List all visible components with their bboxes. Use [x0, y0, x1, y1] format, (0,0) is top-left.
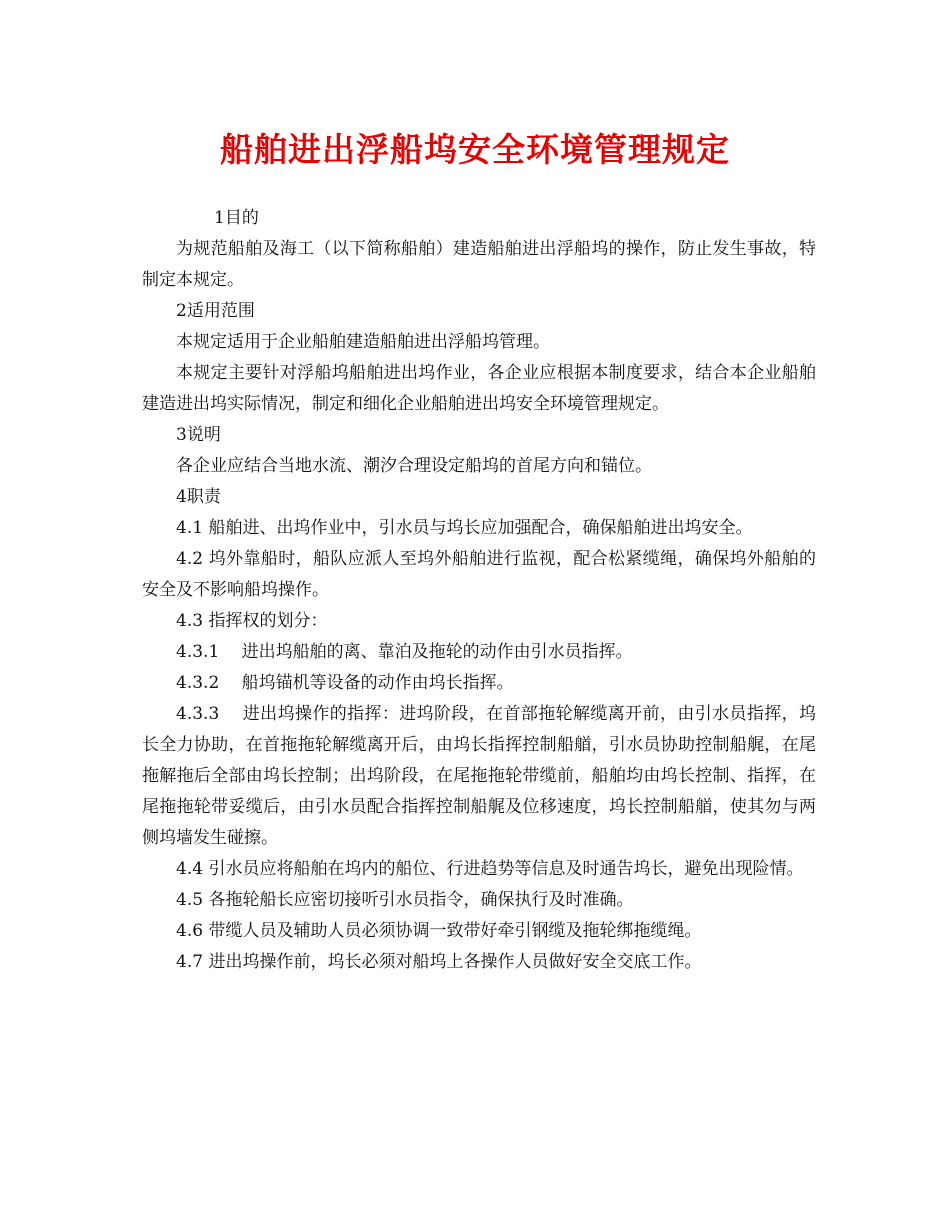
clause-4-3-1: 4.3.1 进出坞船舶的离、靠泊及拖轮的动作由引水员指挥。: [176, 642, 633, 662]
section-heading-duties: 4职责: [176, 487, 221, 507]
document-title: 船舶进出浮船坞安全环境管理规定: [220, 130, 730, 169]
clause-4-4: 4.4 引水员应将船舶在坞内的船位、行进趋势等信息及时通告坞长，避免出现险情。: [176, 859, 804, 879]
clause-4-3-3: 4.3.3 进出坞操作的指挥：进坞阶段，在首部拖轮解缆离开前，由引水员指挥，坞长全力协助，在首拖拖轮解缆离开后，由坞长指挥控制船艏，引水员协助控制船艉，在尾拖解拖后全部由坞长控制；出坞阶段，在尾拖拖轮带缆前，船舶均由坞长控制、指挥，在尾拖拖轮带妥缆后，由引水员配合指挥控制船艉及位移速度，坞长控制船艏，使其勿与两侧坞墙发生碰擦。: [142, 704, 816, 848]
clause-4-1: 4.1 船舶进、出坞作业中，引水员与坞长应加强配合，确保船舶进出坞安全。: [176, 518, 753, 538]
clause-4-7: 4.7 进出坞操作前，坞长必须对船坞上各操作人员做好安全交底工作。: [176, 952, 702, 972]
clause-4-5: 4.5 各拖轮船长应密切接听引水员指令，确保执行及时准确。: [176, 890, 634, 910]
clause-4-6: 4.6 带缆人员及辅助人员必须协调一致带好牵引钢缆及拖轮绑拖缆绳。: [176, 921, 702, 941]
section-heading-scope: 2适用范围: [176, 301, 255, 321]
paragraph-scope-1: 本规定适用于企业船舶建造船舶进出浮船坞管理。: [176, 332, 550, 352]
section-heading-purpose: 1目的: [214, 208, 259, 228]
paragraph-scope-2: 本规定主要针对浮船坞船舶进出坞作业，各企业应根据本制度要求，结合本企业船舶建造进出坞实际情况，制定和细化企业船舶进出坞安全环境管理规定。: [142, 363, 816, 414]
clause-4-3-2: 4.3.2 船坞锚机等设备的动作由坞长指挥。: [176, 673, 514, 693]
paragraph-purpose: 为规范船舶及海工（以下简称船舶）建造船舶进出浮船坞的操作，防止发生事故，特制定本规定。: [142, 239, 816, 290]
section-heading-notes: 3说明: [176, 425, 221, 445]
clause-4-2: 4.2 坞外靠船时，船队应派人至坞外船舶进行监视，配合松紧缆绳，确保坞外船舶的安全及不影响船坞操作。: [142, 549, 816, 600]
paragraph-notes: 各企业应结合当地水流、潮汐合理设定船坞的首尾方向和锚位。: [176, 456, 652, 476]
document-body: [142, 203, 816, 978]
clause-4-3: 4.3 指挥权的划分：: [176, 611, 328, 631]
